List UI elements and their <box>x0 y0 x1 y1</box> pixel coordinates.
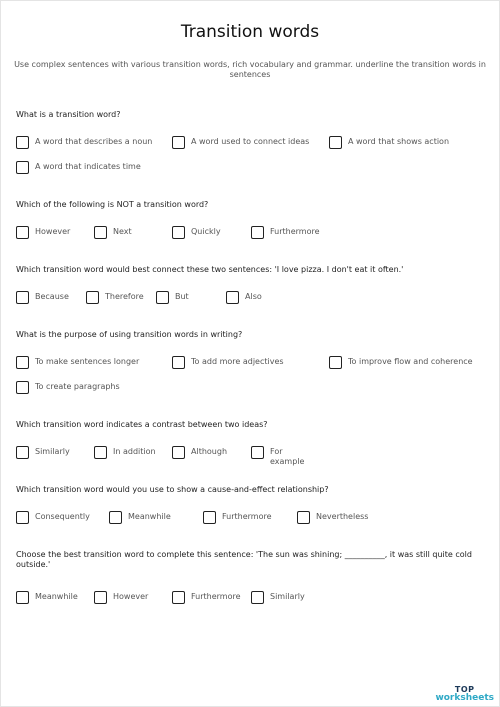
logo-top-text: TOP <box>454 685 475 694</box>
checkbox[interactable] <box>156 291 169 304</box>
question-2: Which of the following is NOT a transition word? <box>16 200 209 209</box>
question-5: Which transition word indicates a contrast between two ideas? <box>16 420 268 429</box>
instructions: Use complex sentences with various transition words, rich vocabulary and grammar. underline the transition words in sentences <box>14 60 486 79</box>
checkbox[interactable] <box>94 226 107 239</box>
option-label: Meanwhile <box>35 592 78 601</box>
q5-option-4[interactable] <box>251 446 305 467</box>
option-label: Next <box>113 227 132 236</box>
option-label: Although <box>191 447 228 456</box>
q5-option-1[interactable] <box>16 446 70 459</box>
q6-option-2[interactable] <box>109 511 171 524</box>
option-label: However <box>113 592 149 601</box>
option-label: Meanwhile <box>128 512 171 521</box>
option-label: To add more adjectives <box>191 357 284 366</box>
option-label: A word that indicates time <box>35 162 141 171</box>
checkbox[interactable] <box>172 591 185 604</box>
option-label: Nevertheless <box>316 512 369 521</box>
checkbox[interactable] <box>172 446 185 459</box>
question-3: Which transition word would best connect these two sentences: 'I love pizza. I don't eat it often.' <box>16 265 404 274</box>
q5-option-2[interactable] <box>94 446 156 459</box>
q1-option-4[interactable] <box>16 161 141 174</box>
checkbox[interactable] <box>251 446 264 459</box>
checkbox[interactable] <box>16 291 29 304</box>
option-label: Similarly <box>35 447 70 456</box>
checkbox[interactable] <box>16 591 29 604</box>
option-label: Furthermore <box>222 512 272 521</box>
option-label: Also <box>245 292 262 301</box>
q6-option-3[interactable] <box>203 511 272 524</box>
q4-option-3[interactable] <box>329 356 473 369</box>
q1-option-2[interactable] <box>172 136 309 149</box>
checkbox[interactable] <box>16 161 29 174</box>
option-label: Furthermore <box>270 227 320 236</box>
q1-option-1[interactable] <box>16 136 152 149</box>
option-label: But <box>175 292 189 301</box>
checkbox[interactable] <box>86 291 99 304</box>
q2-option-4[interactable] <box>251 226 318 239</box>
q5-option-3[interactable] <box>172 446 227 459</box>
q3-option-4[interactable] <box>226 291 262 304</box>
q2-option-2[interactable] <box>94 226 132 239</box>
checkbox[interactable] <box>109 511 122 524</box>
checkbox[interactable] <box>172 226 185 239</box>
question-6: Which transition word would you use to show a cause-and-effect relationship? <box>16 485 329 494</box>
option-label: However <box>35 227 71 236</box>
option-label: To make sentences longer <box>35 357 140 366</box>
checkbox[interactable] <box>297 511 310 524</box>
option-label: Consequently <box>35 512 90 521</box>
checkbox[interactable] <box>329 356 342 369</box>
q7-option-2[interactable] <box>94 591 148 604</box>
q7-option-3[interactable] <box>172 591 239 604</box>
option-label: Similarly <box>270 592 305 601</box>
question-4: What is the purpose of using transition words in writing? <box>16 330 243 339</box>
checkbox[interactable] <box>94 446 107 459</box>
checkbox[interactable] <box>16 226 29 239</box>
option-label: To create paragraphs <box>35 382 120 391</box>
option-label: Because <box>35 292 69 301</box>
worksheet-title: Transition words <box>180 22 320 42</box>
option-label: To improve flow and coherence <box>348 357 473 366</box>
q3-option-2[interactable] <box>86 291 144 304</box>
checkbox[interactable] <box>94 591 107 604</box>
checkbox[interactable] <box>251 591 264 604</box>
q2-option-1[interactable] <box>16 226 70 239</box>
checkbox[interactable] <box>172 356 185 369</box>
option-label: Therefore <box>105 292 144 301</box>
option-label: In addition <box>113 447 156 456</box>
checkbox[interactable] <box>329 136 342 149</box>
option-label: A word that shows action <box>348 137 450 146</box>
checkbox[interactable] <box>16 446 29 459</box>
q3-option-3[interactable] <box>156 291 189 304</box>
topworksheets-logo <box>435 685 494 703</box>
q4-option-2[interactable] <box>172 356 284 369</box>
q7-option-1[interactable] <box>16 591 78 604</box>
checkbox[interactable] <box>16 381 29 394</box>
q4-option-4[interactable] <box>16 381 120 394</box>
checkbox[interactable] <box>251 226 264 239</box>
checkbox[interactable] <box>16 136 29 149</box>
option-label: Furthermore <box>191 592 241 601</box>
question-7: Choose the best transition word to complete this sentence: 'The sun was shining; __________, it was still quite cold outside.' <box>16 550 472 569</box>
option-label: A word that describes a noun <box>35 137 153 146</box>
option-label: For example <box>270 447 305 466</box>
q4-option-1[interactable] <box>16 356 139 369</box>
option-label: Quickly <box>191 227 221 236</box>
checkbox[interactable] <box>226 291 239 304</box>
q1-option-3[interactable] <box>329 136 449 149</box>
logo-main-text: worksheets <box>435 693 494 703</box>
q3-option-1[interactable] <box>16 291 69 304</box>
q7-option-4[interactable] <box>251 591 305 604</box>
q6-option-1[interactable] <box>16 511 90 524</box>
question-1: What is a transition word? <box>16 110 121 119</box>
checkbox[interactable] <box>172 136 185 149</box>
checkbox[interactable] <box>16 356 29 369</box>
option-label: A word used to connect ideas <box>191 137 310 146</box>
checkbox[interactable] <box>203 511 216 524</box>
checkbox[interactable] <box>16 511 29 524</box>
q2-option-3[interactable] <box>172 226 221 239</box>
q6-option-4[interactable] <box>297 511 368 524</box>
